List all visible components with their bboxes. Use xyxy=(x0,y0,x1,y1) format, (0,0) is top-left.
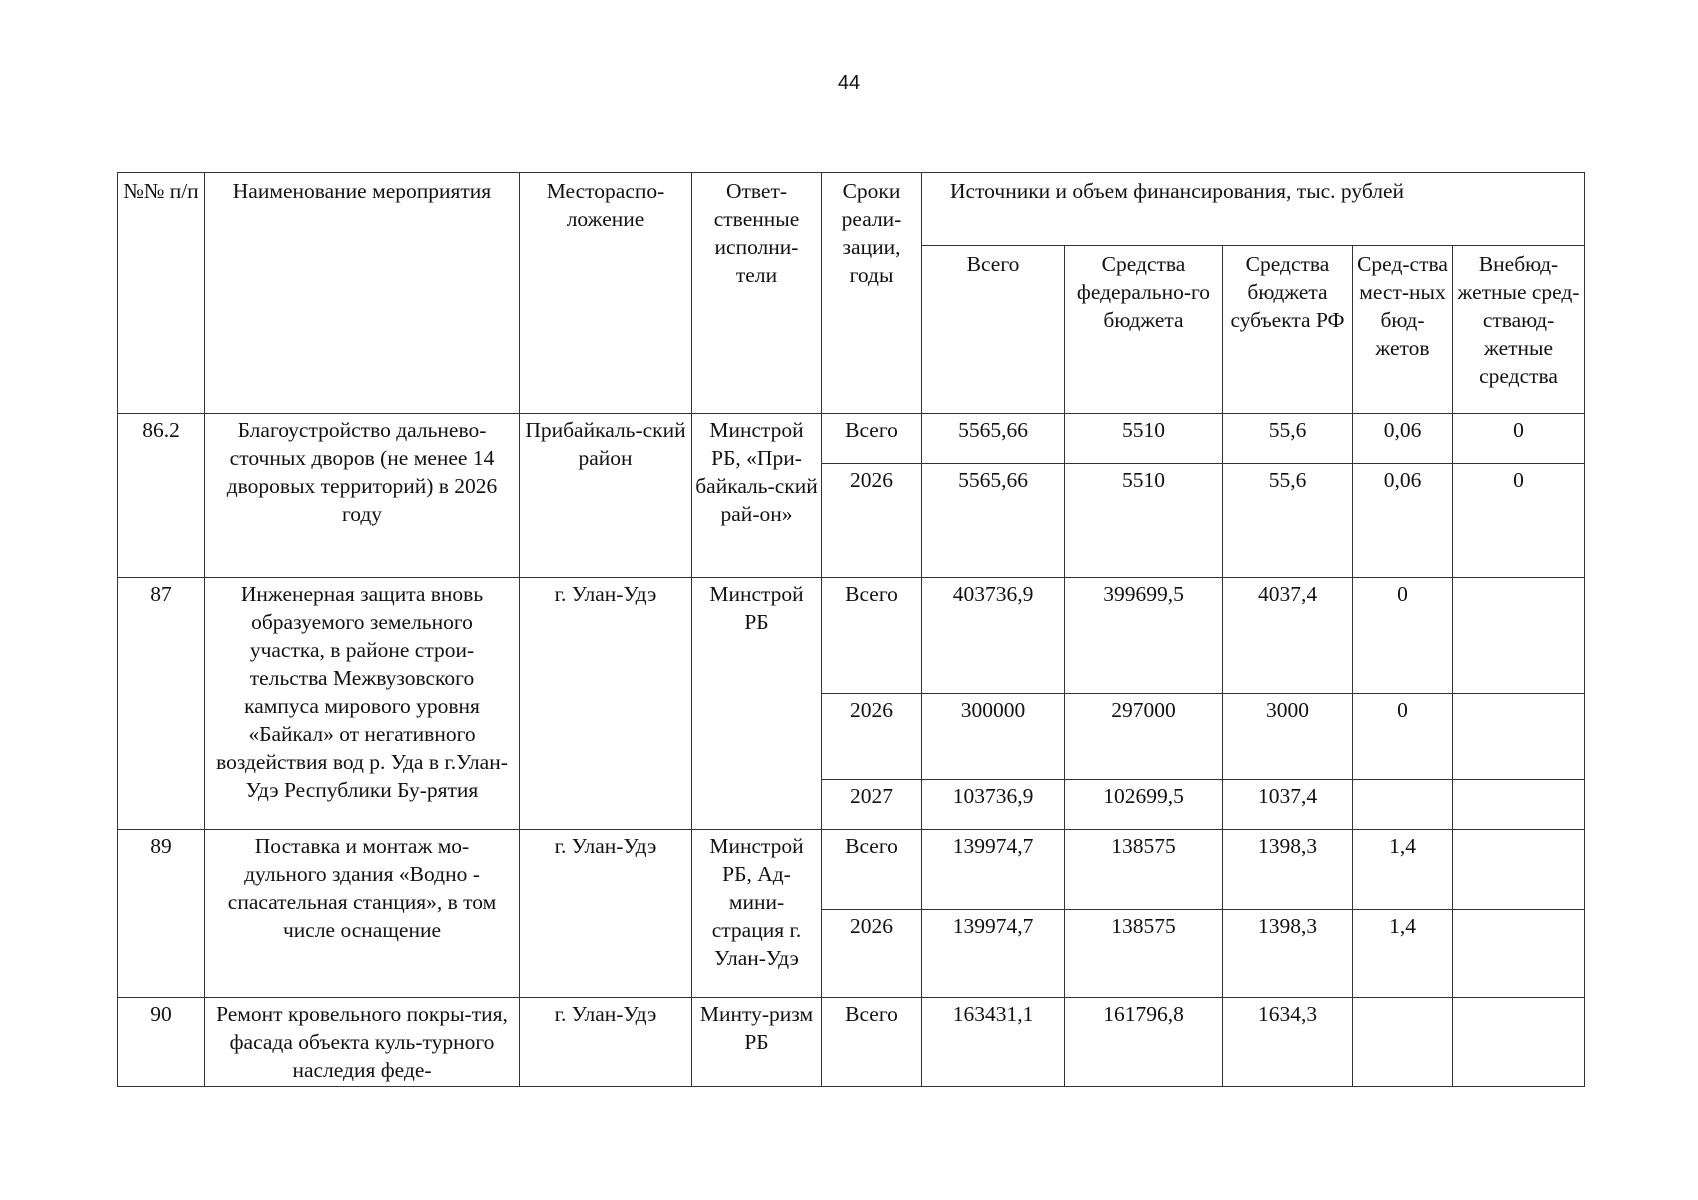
row-subject: 55,6 xyxy=(1223,464,1353,578)
row-extra xyxy=(1453,998,1585,1087)
row-location: Прибайкаль-ский район xyxy=(520,414,692,578)
row-period: 2027 xyxy=(822,780,922,830)
row-location: г. Улан-Удэ xyxy=(520,830,692,998)
row-num: 90 xyxy=(118,998,205,1087)
row-responsible: Минстрой РБ, «При-байкаль-ский рай-он» xyxy=(692,414,822,578)
row-subject: 1634,3 xyxy=(1223,998,1353,1087)
row-responsible: Минстрой РБ, Ад-мини-страция г. Улан-Удэ xyxy=(692,830,822,998)
row-total: 139974,7 xyxy=(922,910,1065,998)
row-name: Благоустройство дальнево-сточных дворов (не менее 14 дворовых территорий) в 2026 году xyxy=(205,414,520,578)
row-total: 5565,66 xyxy=(922,414,1065,464)
row-subject: 1037,4 xyxy=(1223,780,1353,830)
table-row xyxy=(118,830,1585,910)
row-num: 87 xyxy=(118,578,205,830)
row-federal: 399699,5 xyxy=(1065,578,1223,694)
row-extra: 0 xyxy=(1453,414,1585,464)
row-federal: 5510 xyxy=(1065,464,1223,578)
row-period: 2026 xyxy=(822,694,922,780)
row-federal: 138575 xyxy=(1065,830,1223,910)
table-row xyxy=(118,998,1585,1087)
row-name: Поставка и монтаж мо-дульного здания «Водно - спасательная станция», в том числе оснащение xyxy=(205,830,520,998)
row-subject: 4037,4 xyxy=(1223,578,1353,694)
row-period: Всего xyxy=(822,414,922,464)
row-federal: 161796,8 xyxy=(1065,998,1223,1087)
row-period: Всего xyxy=(822,998,922,1087)
row-local xyxy=(1353,998,1453,1087)
row-subject: 3000 xyxy=(1223,694,1353,780)
header-responsible: Ответ-ственные исполни-тели xyxy=(692,173,822,414)
row-period: Всего xyxy=(822,830,922,910)
row-total: 139974,7 xyxy=(922,830,1065,910)
row-local: 1,4 xyxy=(1353,830,1453,910)
row-total: 103736,9 xyxy=(922,780,1065,830)
header-name: Наименование мероприятия xyxy=(205,173,520,414)
row-subject: 1398,3 xyxy=(1223,910,1353,998)
row-location: г. Улан-Удэ xyxy=(520,578,692,830)
row-extra xyxy=(1453,910,1585,998)
header-num: №№ п/п xyxy=(118,173,205,414)
row-extra xyxy=(1453,694,1585,780)
row-total: 163431,1 xyxy=(922,998,1065,1087)
row-federal: 297000 xyxy=(1065,694,1223,780)
row-local: 0,06 xyxy=(1353,464,1453,578)
row-extra xyxy=(1453,780,1585,830)
row-local xyxy=(1353,780,1453,830)
row-local: 1,4 xyxy=(1353,910,1453,998)
row-subject: 55,6 xyxy=(1223,414,1353,464)
row-extra xyxy=(1453,830,1585,910)
row-local: 0 xyxy=(1353,578,1453,694)
header-federal: Средства федерально-го бюджета xyxy=(1065,246,1223,414)
row-total: 5565,66 xyxy=(922,464,1065,578)
row-period: Всего xyxy=(822,578,922,694)
row-responsible: Минту-ризм РБ xyxy=(692,998,822,1087)
row-name: Инженерная защита вновь образуемого земельного участка, в районе строи-тельства Межвузовского кампуса мирового уровня «Байкал» от негативного воздействия вод р. Уда в г.Улан-Удэ Республики Бу-рятия xyxy=(205,578,520,830)
header-funding: Источники и объем финансирования, тыс. рублей xyxy=(922,173,1585,246)
table-row xyxy=(118,578,1585,694)
row-period: 2026 xyxy=(822,464,922,578)
header-terms: Сроки реали-зации, годы xyxy=(822,173,922,414)
row-responsible: Минстрой РБ xyxy=(692,578,822,830)
row-extra xyxy=(1453,578,1585,694)
row-name: Ремонт кровельного покры-тия, фасада объекта куль-турного наследия феде- xyxy=(205,998,520,1087)
row-local: 0,06 xyxy=(1353,414,1453,464)
header-location: Местораспо-ложение xyxy=(520,173,692,414)
row-subject: 1398,3 xyxy=(1223,830,1353,910)
header-extra: Внебюд-жетные сред-стваюд-жетные средства xyxy=(1453,246,1585,414)
row-num: 89 xyxy=(118,830,205,998)
row-federal: 102699,5 xyxy=(1065,780,1223,830)
table-row xyxy=(118,414,1585,464)
page-number: 44 xyxy=(837,72,861,94)
header-local: Сред-ства мест-ных бюд-жетов xyxy=(1353,246,1453,414)
header-total: Всего xyxy=(922,246,1065,414)
row-num: 86.2 xyxy=(118,414,205,578)
row-federal: 5510 xyxy=(1065,414,1223,464)
row-local: 0 xyxy=(1353,694,1453,780)
header-row-top xyxy=(118,173,1585,246)
financing-table xyxy=(117,172,1585,1087)
header-subject: Средства бюджета субъекта РФ xyxy=(1223,246,1353,414)
row-total: 300000 xyxy=(922,694,1065,780)
row-period: 2026 xyxy=(822,910,922,998)
row-location: г. Улан-Удэ xyxy=(520,998,692,1087)
row-extra: 0 xyxy=(1453,464,1585,578)
row-total: 403736,9 xyxy=(922,578,1065,694)
row-federal: 138575 xyxy=(1065,910,1223,998)
